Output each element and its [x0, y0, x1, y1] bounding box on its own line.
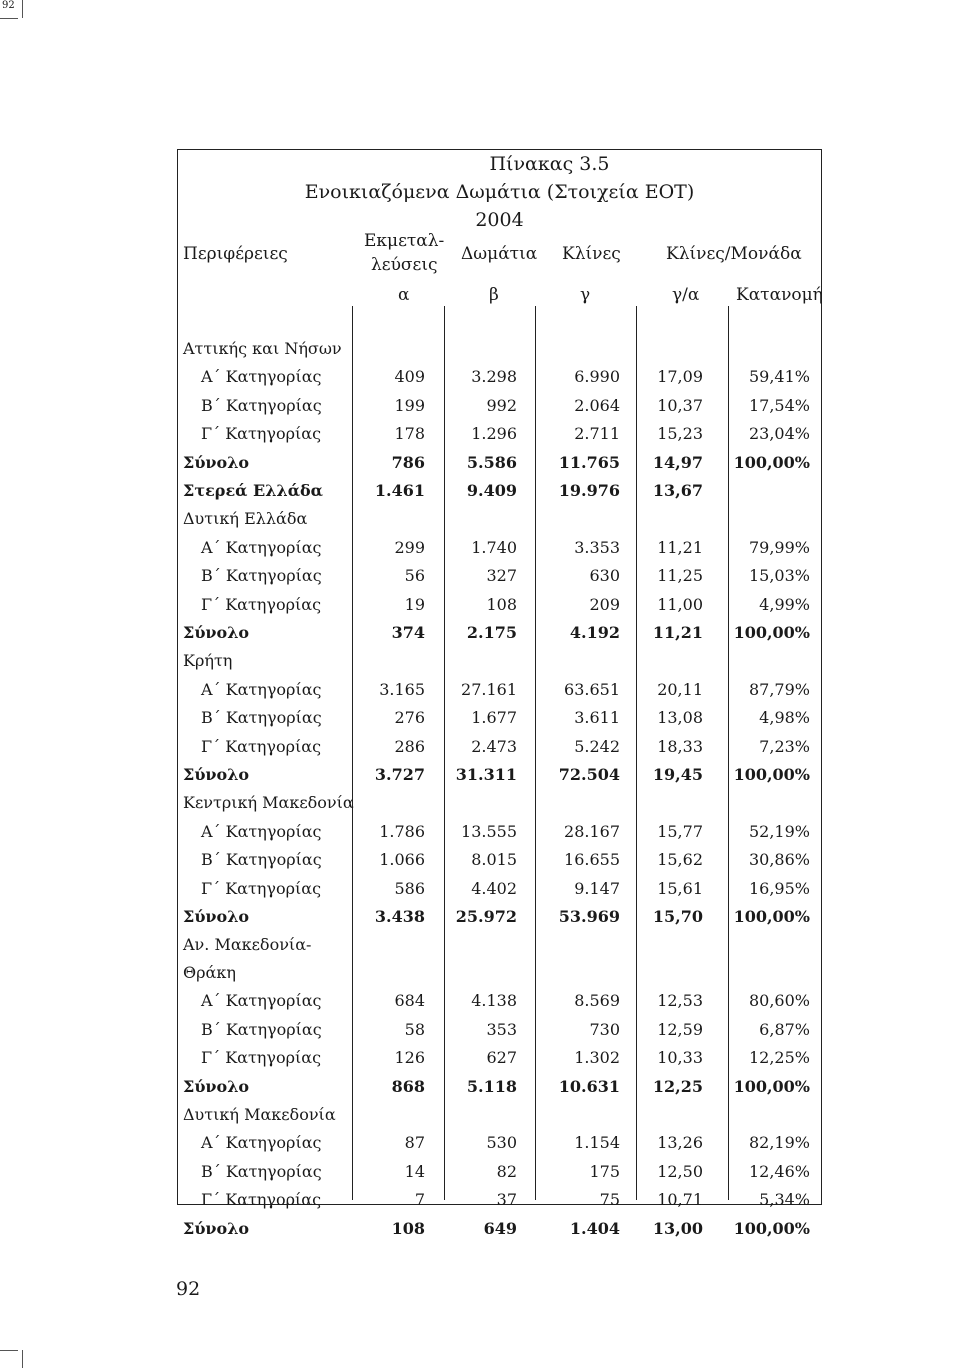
cell-v5: 17,54%: [748, 395, 810, 415]
cell-v1: 586: [394, 878, 425, 898]
row-label: Σύνολο: [183, 623, 250, 642]
cell-v3: 6.990: [574, 367, 620, 387]
cell-v4: 13,26: [657, 1133, 703, 1153]
row-label: Δυτική Μακεδονία: [183, 1105, 336, 1124]
cell-v1: 58: [404, 1019, 425, 1039]
cell-v5: 5,34%: [759, 1190, 810, 1210]
cell-v2: 353: [486, 1019, 517, 1039]
cell-v2: 82: [496, 1161, 517, 1181]
cell-v5: 23,04%: [748, 424, 810, 444]
cell-v1: 286: [394, 736, 425, 756]
cell-v4: 11,21: [652, 623, 703, 642]
cell-v5: 16,95%: [748, 878, 810, 898]
cell-v4: 12,50: [657, 1161, 703, 1181]
cell-v4: 19,45: [652, 765, 703, 784]
row-label: Α΄ Κατηγορίας: [201, 679, 322, 699]
cell-v2: 9.409: [466, 481, 517, 500]
row-label: Σύνολο: [183, 907, 250, 926]
row-label: Στερεά Ελλάδα: [183, 481, 323, 500]
cell-v1: 786: [391, 452, 425, 472]
cell-v3: 4.192: [569, 623, 620, 642]
cell-v3: 175: [589, 1161, 620, 1181]
cell-v3: 11.765: [558, 452, 620, 472]
row-label: Γ΄ Κατηγορίας: [201, 878, 322, 898]
cell-v5: 4,99%: [759, 594, 810, 614]
cell-v4: 18,33: [657, 736, 703, 756]
row-label: Δυτική Ελλάδα: [183, 509, 308, 529]
row-label: Α΄ Κατηγορίας: [201, 537, 322, 557]
table-caption: Ενοικιαζόμενα Δωμάτια (Στοιχεία ΕΟΤ): [304, 181, 695, 203]
cell-v5: 100,00%: [733, 1218, 810, 1238]
table-row: [177, 1101, 822, 1129]
cell-v4: 13,67: [652, 481, 703, 500]
table-row: [177, 420, 822, 448]
cell-v1: 299: [394, 537, 425, 557]
table-row: [177, 676, 822, 704]
cell-v4: 11,25: [657, 566, 703, 586]
cell-v3: 10.631: [558, 1076, 620, 1096]
cell-v4: 20,11: [657, 679, 703, 699]
table-row: [177, 534, 822, 562]
cell-v3: 53.969: [558, 907, 620, 926]
cell-v5: 7,23%: [759, 736, 810, 756]
header-beds-per-unit: Κλίνες/Μονάδα: [666, 244, 802, 264]
cell-v3: 3.611: [574, 708, 620, 728]
cell-v1: 87: [404, 1133, 425, 1153]
cell-v5: 82,19%: [748, 1133, 810, 1153]
table-row: [177, 875, 822, 903]
row-label: Γ΄ Κατηγορίας: [201, 594, 322, 614]
header-units-line2: λεύσεις: [371, 255, 438, 275]
row-label: Β΄ Κατηγορίας: [201, 850, 322, 870]
cell-v3: 5.242: [574, 736, 620, 756]
subheader-b: β: [489, 285, 499, 305]
cell-v3: 19.976: [558, 481, 620, 500]
cell-v4: 17,09: [657, 367, 703, 387]
cell-v3: 1.302: [574, 1048, 620, 1068]
cell-v1: 19: [404, 594, 425, 614]
cell-v4: 12,53: [657, 991, 703, 1011]
cell-v5: 30,86%: [748, 850, 810, 870]
cell-v5: 79,99%: [748, 537, 810, 557]
table-number: Πίνακας 3.5: [489, 153, 610, 175]
cell-v2: 37: [496, 1190, 517, 1210]
cell-v3: 630: [589, 566, 620, 586]
row-label: Α΄ Κατηγορίας: [201, 991, 322, 1011]
cell-v5: 12,25%: [748, 1048, 810, 1068]
table-row: [177, 505, 822, 533]
table-row: [177, 392, 822, 420]
row-label: Β΄ Κατηγορίας: [201, 395, 322, 415]
cell-v4: 15,23: [657, 424, 703, 444]
cell-v4: 15,61: [657, 878, 703, 898]
cell-v1: 3.165: [379, 679, 425, 699]
cell-v2: 108: [486, 594, 517, 614]
cell-v2: 1.296: [471, 424, 517, 444]
cell-v1: 14: [404, 1161, 425, 1181]
row-label: Γ΄ Κατηγορίας: [201, 1048, 322, 1068]
header-beds: Κλίνες: [562, 244, 621, 264]
cell-v4: 15,62: [657, 850, 703, 870]
corner-page-number: 92: [2, 0, 15, 11]
table-title: [177, 150, 822, 234]
cell-v1: 7: [414, 1190, 425, 1210]
crop-mark: [0, 1350, 18, 1351]
cell-v1: 126: [394, 1048, 425, 1068]
cell-v2: 992: [486, 395, 517, 415]
table-row: [177, 449, 822, 477]
cell-v3: 72.504: [558, 765, 620, 784]
cell-v2: 2.175: [466, 623, 517, 642]
cell-v2: 649: [483, 1218, 517, 1238]
subheader-c: γ: [580, 285, 591, 305]
cell-v4: 12,25: [652, 1076, 703, 1096]
row-label: Α΄ Κατηγορίας: [201, 1133, 322, 1153]
table-row: [177, 1129, 822, 1157]
cell-v1: 374: [391, 623, 425, 642]
cell-v2: 25.972: [455, 907, 517, 926]
cell-v1: 868: [391, 1076, 425, 1096]
row-label: Β΄ Κατηγορίας: [201, 1161, 322, 1181]
cell-v5: 100,00%: [733, 623, 810, 642]
cell-v2: 3.298: [471, 367, 517, 387]
cell-v5: 87,79%: [748, 679, 810, 699]
cell-v1: 3.438: [374, 907, 425, 926]
cell-v4: 12,59: [657, 1019, 703, 1039]
cell-v1: 1.461: [374, 481, 425, 500]
cell-v4: 15,70: [652, 907, 703, 926]
cell-v2: 4.138: [471, 991, 517, 1011]
row-label: Σύνολο: [183, 452, 250, 472]
cell-v3: 28.167: [564, 821, 620, 841]
row-label: Σύνολο: [183, 1076, 250, 1096]
cell-v5: 80,60%: [748, 991, 810, 1011]
cell-v5: 12,46%: [748, 1161, 810, 1181]
table-row: [177, 335, 822, 363]
table-row: [177, 1073, 822, 1101]
cell-v2: 8.015: [471, 850, 517, 870]
cell-v3: 1.404: [569, 1218, 620, 1238]
table-row: [177, 562, 822, 590]
table-row: [177, 647, 822, 675]
crop-mark: [22, 0, 23, 18]
crop-mark: [22, 1350, 23, 1368]
cell-v2: 2.473: [471, 736, 517, 756]
row-label: Σύνολο: [183, 1218, 250, 1238]
cell-v3: 730: [589, 1019, 620, 1039]
cell-v1: 108: [391, 1218, 425, 1238]
cell-v2: 31.311: [455, 765, 517, 784]
cell-v3: 1.154: [574, 1133, 620, 1153]
row-label: Αν. Μακεδονία-Θράκη: [183, 935, 312, 983]
cell-v2: 627: [486, 1048, 517, 1068]
row-label: Κρήτη: [183, 651, 233, 671]
cell-v2: 5.586: [466, 452, 517, 472]
cell-v4: 11,21: [657, 537, 703, 557]
table-row: [177, 846, 822, 874]
row-label: Α΄ Κατηγορίας: [201, 367, 322, 387]
cell-v4: 10,37: [657, 395, 703, 415]
cell-v1: 276: [394, 708, 425, 728]
row-label: Αττικής και Νήσων: [183, 339, 342, 358]
cell-v5: 100,00%: [733, 452, 810, 472]
table-row: [177, 1186, 822, 1214]
table-year: 2004: [475, 209, 524, 231]
row-label: Γ΄ Κατηγορίας: [201, 736, 322, 756]
row-label: Σύνολο: [183, 765, 250, 784]
header-rooms: Δωμάτια: [461, 244, 538, 264]
subheader-distribution: Κατανομή: [736, 285, 823, 305]
cell-v3: 8.569: [574, 991, 620, 1011]
table-row: [177, 1016, 822, 1044]
table-row: [177, 931, 822, 987]
header-regions: Περιφέρειες: [183, 244, 288, 264]
cell-v2: 13.555: [461, 821, 517, 841]
cell-v2: 27.161: [461, 679, 517, 699]
cell-v4: 10,33: [657, 1048, 703, 1068]
header-units-line1: Εκμεταλ-: [364, 231, 445, 251]
row-label: Γ΄ Κατηγορίας: [201, 1190, 322, 1210]
cell-v3: 9.147: [574, 878, 620, 898]
cell-v5: 100,00%: [733, 1076, 810, 1096]
table-row: [177, 591, 822, 619]
cell-v2: 4.402: [471, 878, 517, 898]
cell-v1: 409: [394, 367, 425, 387]
table-row: [177, 1158, 822, 1186]
table-row: [177, 987, 822, 1015]
cell-v5: 4,98%: [759, 708, 810, 728]
cell-v4: 10,71: [657, 1190, 703, 1210]
crop-mark: [0, 18, 18, 19]
cell-v4: 11,00: [657, 594, 703, 614]
cell-v5: 15,03%: [748, 566, 810, 586]
cell-v2: 327: [486, 566, 517, 586]
table-row: [177, 789, 822, 817]
cell-v3: 2.064: [574, 395, 620, 415]
cell-v4: 13,00: [652, 1218, 703, 1238]
table-row: [177, 477, 822, 505]
table-row: [177, 761, 822, 789]
cell-v1: 56: [404, 566, 425, 586]
cell-v1: 684: [394, 991, 425, 1011]
cell-v3: 75: [599, 1190, 620, 1210]
row-label: Γ΄ Κατηγορίας: [201, 424, 322, 444]
table-row: [177, 619, 822, 647]
cell-v2: 530: [486, 1133, 517, 1153]
row-label: Β΄ Κατηγορίας: [201, 566, 322, 586]
table-row: [177, 733, 822, 761]
row-label: Α΄ Κατηγορίας: [201, 821, 322, 841]
cell-v5: 100,00%: [733, 765, 810, 784]
subheader-ca: γ/α: [672, 285, 700, 305]
cell-v3: 3.353: [574, 537, 620, 557]
table-row: [177, 363, 822, 391]
table-row: [177, 818, 822, 846]
table-row: [177, 903, 822, 931]
cell-v5: 59,41%: [748, 367, 810, 387]
cell-v1: 1.786: [379, 821, 425, 841]
cell-v3: 63.651: [564, 679, 620, 699]
cell-v5: 52,19%: [748, 821, 810, 841]
cell-v3: 209: [589, 594, 620, 614]
row-label: Κεντρική Μακεδονία: [183, 793, 354, 813]
cell-v1: 178: [394, 424, 425, 444]
page-number: 92: [176, 1278, 201, 1300]
cell-v4: 14,97: [652, 452, 703, 472]
row-label: Β΄ Κατηγορίας: [201, 1019, 322, 1039]
cell-v3: 16.655: [564, 850, 620, 870]
cell-v5: 6,87%: [759, 1019, 810, 1039]
cell-v5: 100,00%: [733, 907, 810, 926]
cell-v2: 1.740: [471, 537, 517, 557]
cell-v4: 13,08: [657, 708, 703, 728]
cell-v1: 199: [394, 395, 425, 415]
cell-v2: 5.118: [466, 1076, 517, 1096]
cell-v2: 1.677: [471, 708, 517, 728]
table-row: [177, 1044, 822, 1072]
cell-v1: 3.727: [374, 765, 425, 784]
table-row: [177, 704, 822, 732]
cell-v4: 15,77: [657, 821, 703, 841]
row-label: Β΄ Κατηγορίας: [201, 708, 322, 728]
cell-v1: 1.066: [379, 850, 425, 870]
table-row: [177, 1215, 822, 1243]
cell-v3: 2.711: [574, 424, 620, 444]
subheader-a: α: [398, 285, 410, 305]
